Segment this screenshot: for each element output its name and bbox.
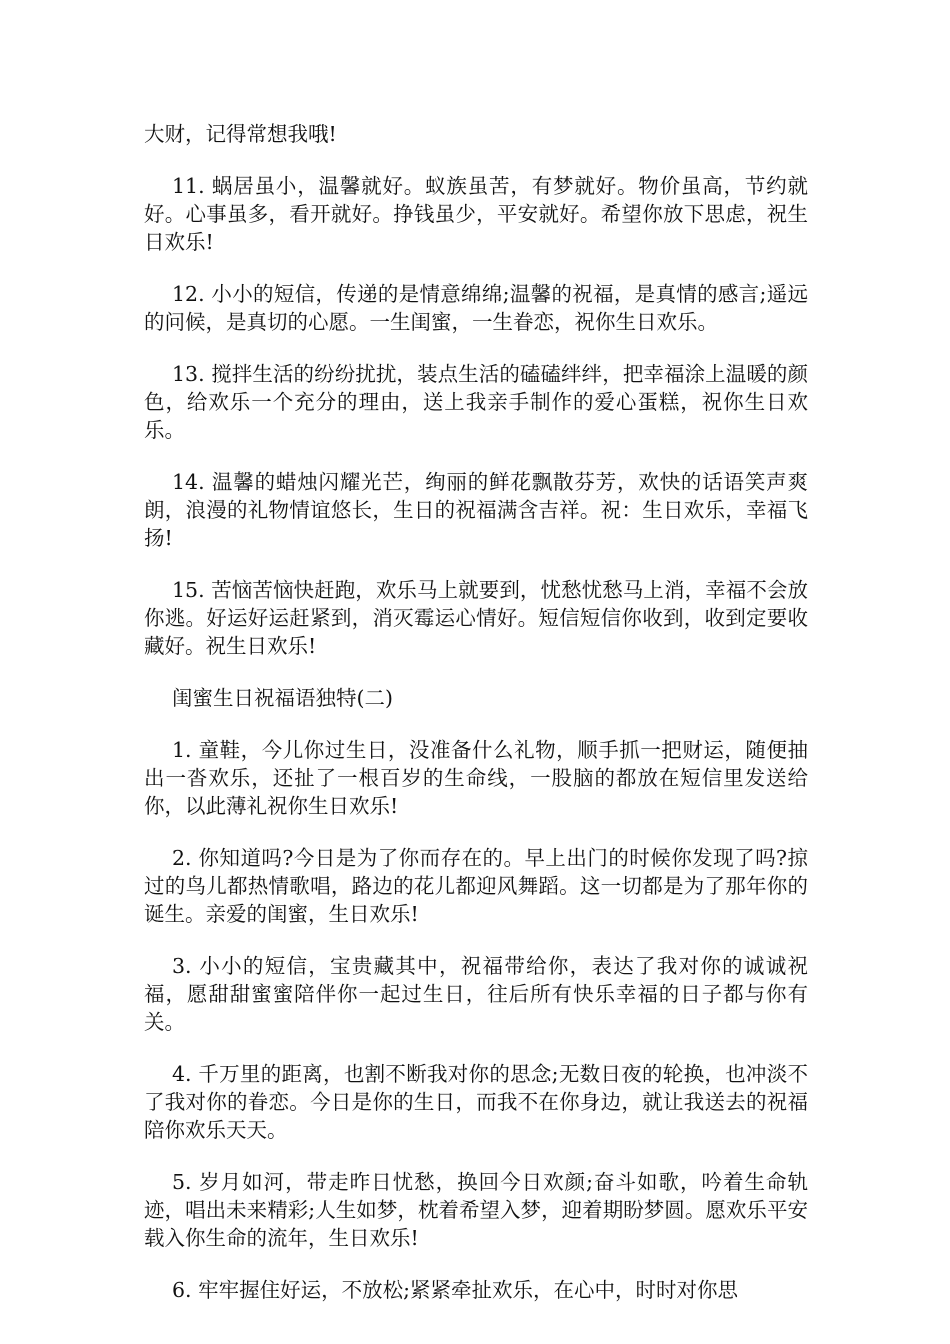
list-item: 15. 苦恼苦恼快赶跑，欢乐马上就要到，忧愁忧愁马上消，幸福不会放你逃。好运好运赶紧到，消灭霉运心情好。短信短信你收到，收到定要收藏好。祝生日欢乐! — [144, 578, 808, 658]
list-item: 13. 搅拌生活的纷纷扰扰，装点生活的磕磕绊绊，把幸福涂上温暖的颜色，给欢乐一个充分的理由，送上我亲手制作的爱心蛋糕，祝你生日欢乐。 — [144, 362, 808, 442]
list-item: 2. 你知道吗?今日是为了你而存在的。早上出门的时候你发现了吗?掠过的鸟儿都热情歌唱，路边的花儿都迎风舞蹈。这一切都是为了那年你的诞生。亲爱的闺蜜，生日欢乐! — [144, 846, 808, 926]
list-item: 11. 蜗居虽小，温馨就好。蚁族虽苦，有梦就好。物价虽高，节约就好。心事虽多，看开就好。挣钱虽少，平安就好。希望你放下思虑，祝生日欢乐! — [144, 174, 808, 254]
list-item: 5. 岁月如河，带走昨日忧愁，换回今日欢颜;奋斗如歌，吟着生命轨迹，唱出未来精彩;人生如梦，枕着希望入梦，迎着期盼梦圆。愿欢乐平安载入你生命的流年，生日欢乐! — [144, 1170, 808, 1250]
list-item: 12. 小小的短信，传递的是情意绵绵;温馨的祝福，是真情的感言;遥远的问候，是真切的心愿。一生闺蜜，一生眷恋，祝你生日欢乐。 — [144, 282, 808, 334]
lead-paragraph: 大财，记得常想我哦! — [144, 122, 337, 146]
document-body — [144, 120, 808, 1328]
list-item: 1. 童鞋，今儿你过生日，没准备什么礼物，顺手抓一把财运，随便抽出一沓欢乐，还扯了一根百岁的生命线，一股脑的都放在短信里发送给你，以此薄礼祝你生日欢乐! — [144, 738, 808, 818]
list-item: 6. 牢牢握住好运，不放松;紧紧牵扯欢乐，在心中，时时对你思 — [172, 1278, 738, 1302]
list-item: 14. 温馨的蜡烛闪耀光芒，绚丽的鲜花飘散芬芳，欢快的话语笑声爽朗，浪漫的礼物情谊悠长，生日的祝福满含吉祥。祝：生日欢乐，幸福飞扬! — [144, 470, 808, 550]
list-item: 4. 千万里的距离，也割不断我对你的思念;无数日夜的轮换，也冲淡不了我对你的眷恋。今日是你的生日，而我不在你身边，就让我送去的祝福陪你欢乐天天。 — [144, 1062, 808, 1142]
section-heading: 闺蜜生日祝福语独特(二) — [172, 686, 393, 710]
list-item: 3. 小小的短信，宝贵藏其中，祝福带给你，表达了我对你的诚诚祝福，愿甜甜蜜蜜陪伴你一起过生日，往后所有快乐幸福的日子都与你有关。 — [144, 954, 808, 1034]
